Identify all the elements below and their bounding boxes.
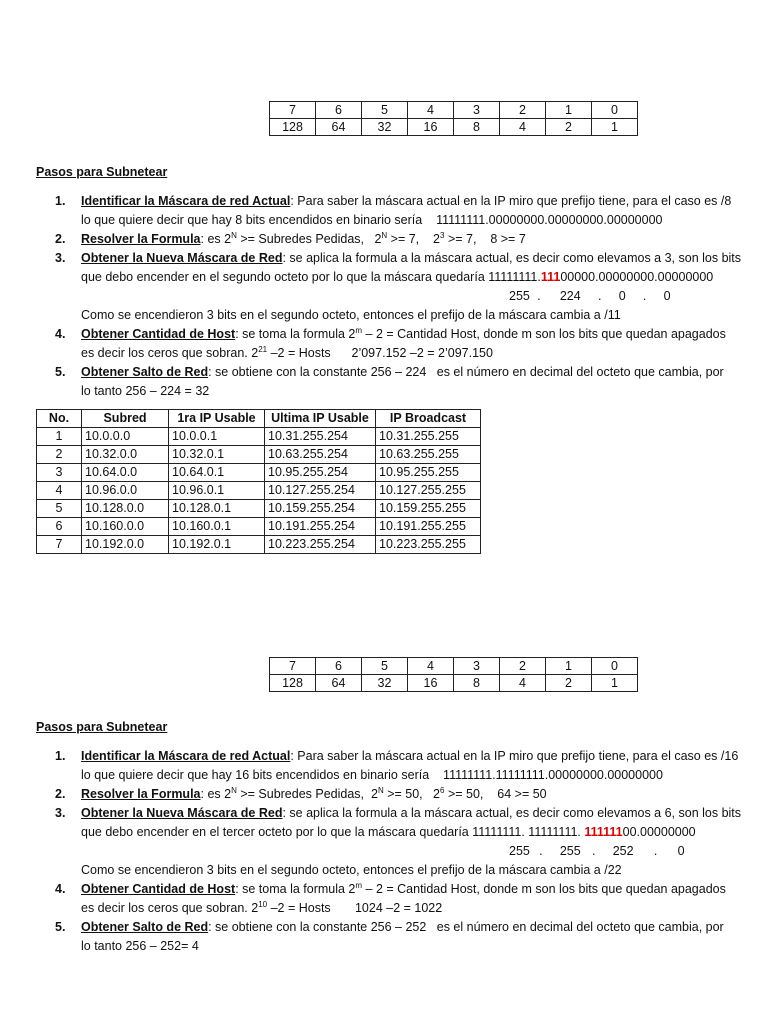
step-text: 00000.00000000.00000000 — [560, 270, 714, 284]
table-cell: 10.159.255.255 — [376, 500, 481, 518]
column-header: Ultima IP Usable — [265, 410, 376, 428]
section-1-steps — [55, 192, 745, 401]
step-5 — [55, 918, 745, 956]
bit-position-cell: 0 — [592, 102, 638, 119]
new-mask-decimal — [81, 842, 745, 861]
bit-value-cell: 1 — [592, 119, 638, 136]
step-number: 1. — [55, 749, 66, 763]
table-row — [37, 536, 481, 554]
highlighted-bits: 111 — [540, 270, 561, 284]
superscript: 3 — [440, 230, 445, 240]
table-cell: 10.63.255.254 — [265, 446, 376, 464]
step-text: lo tanto 256 – 252= 4 — [81, 939, 199, 953]
mask-octet: 255 — [509, 844, 530, 858]
step-5 — [55, 363, 745, 401]
new-mask-decimal — [81, 287, 745, 306]
table-cell: 10.223.255.254 — [265, 536, 376, 554]
mask-dot: . — [591, 844, 596, 858]
table-header-row — [37, 410, 481, 428]
step-text: es decir los ceros que sobran. 2 — [81, 901, 259, 915]
superscript: 10 — [258, 899, 268, 909]
table-cell: 4 — [37, 482, 82, 500]
bit-position-cell: 2 — [500, 102, 546, 119]
bit-value-cell: 32 — [362, 675, 408, 692]
table-cell: 10.95.255.254 — [265, 464, 376, 482]
superscript: N — [231, 230, 237, 240]
step-number: 5. — [55, 365, 66, 379]
table-cell: 10.160.0.1 — [169, 518, 265, 536]
superscript: 21 — [258, 344, 268, 354]
step-number: 5. — [55, 920, 66, 934]
bit-position-cell: 2 — [500, 658, 546, 675]
subnet-table — [36, 409, 481, 554]
bit-position-cell: 4 — [408, 658, 454, 675]
superscript: 6 — [440, 785, 445, 795]
mask-octet: 0 — [663, 289, 671, 303]
table-cell: 10.127.255.254 — [265, 482, 376, 500]
mask-octet: 224 — [559, 289, 581, 303]
section-2-steps — [55, 747, 745, 956]
bits-table-2 — [269, 657, 638, 692]
superscript: N — [377, 785, 384, 795]
bits-values-row — [270, 675, 638, 692]
bit-position-cell: 7 — [270, 102, 316, 119]
step-number: 4. — [55, 882, 66, 896]
bit-position-cell: 3 — [454, 658, 500, 675]
bit-position-cell: 1 — [546, 102, 592, 119]
mask-dot: . — [597, 289, 602, 303]
bit-value-cell: 16 — [408, 119, 454, 136]
table-row — [37, 446, 481, 464]
step-number: 1. — [55, 194, 66, 208]
step-text: lo que quiere decir que hay 16 bits encendidos en binario sería 11111111.11111111.00000000.00000000 — [81, 768, 663, 782]
bit-value-cell: 4 — [500, 675, 546, 692]
step-title: Obtener Cantidad de Host — [81, 882, 236, 896]
table-cell: 10.127.255.255 — [376, 482, 481, 500]
step-title: Obtener Salto de Red — [81, 365, 209, 379]
mask-octet: 255 — [559, 844, 581, 858]
step-text: : Para saber la máscara actual en la IP miro que prefijo tiene, para el caso es /16 — [290, 749, 739, 763]
step-title: Resolver la Formula — [81, 232, 201, 246]
bit-value-cell: 1 — [592, 675, 638, 692]
superscript: m — [355, 880, 363, 890]
step-4 — [55, 880, 745, 918]
step-number: 4. — [55, 327, 66, 341]
step-text: >= 50, 2 — [383, 787, 441, 801]
bit-position-cell: 3 — [454, 102, 500, 119]
step-text: : se obtiene con la constante 256 – 252 es el número en decimal del octeto que cambia, por — [208, 920, 724, 934]
step-4 — [55, 325, 745, 363]
mask-octet: 0 — [618, 289, 626, 303]
step-1 — [55, 192, 745, 230]
mask-octet: 0 — [677, 844, 685, 858]
bit-position-cell: 0 — [592, 658, 638, 675]
step-text: 00.00000000 — [622, 825, 696, 839]
step-text: –2 = Hosts 2’097.152 –2 = 2’097.150 — [267, 346, 493, 360]
bit-value-cell: 16 — [408, 675, 454, 692]
column-header: 1ra IP Usable — [169, 410, 265, 428]
bit-value-cell: 64 — [316, 119, 362, 136]
step-number: 3. — [55, 251, 66, 265]
bit-value-cell: 128 — [270, 119, 316, 136]
table-cell: 10.191.255.255 — [376, 518, 481, 536]
table-row — [37, 464, 481, 482]
table-cell: 10.31.255.254 — [265, 428, 376, 446]
table-cell: 10.192.0.1 — [169, 536, 265, 554]
step-text: >= Subredes Pedidas, 2 — [236, 232, 382, 246]
step-number: 2. — [55, 232, 66, 246]
step-text: que debo encender en el tercer octeto por lo que la máscara quedaría 11111111. 11111111. — [81, 825, 585, 839]
step-3 — [55, 804, 745, 880]
table-cell: 10.95.255.255 — [376, 464, 481, 482]
superscript: m — [355, 325, 363, 335]
step-text: – 2 = Cantidad Host, donde m son los bits que quedan apagados — [362, 327, 726, 341]
table-cell: 7 — [37, 536, 82, 554]
bit-position-cell: 6 — [316, 102, 362, 119]
step-text: : se toma la formula 2 — [235, 327, 356, 341]
table-cell: 10.96.0.0 — [82, 482, 169, 500]
step-2 — [55, 230, 745, 249]
step-text: : se toma la formula 2 — [235, 882, 356, 896]
step-text: : es 2 — [200, 232, 232, 246]
bit-value-cell: 64 — [316, 675, 362, 692]
table-cell: 2 — [37, 446, 82, 464]
bit-value-cell: 8 — [454, 675, 500, 692]
bit-value-cell: 32 — [362, 119, 408, 136]
step-text: lo que quiere decir que hay 8 bits encendidos en binario sería 11111111.00000000.00000000.00000000 — [81, 213, 663, 227]
step-number: 2. — [55, 787, 66, 801]
table-row — [37, 518, 481, 536]
table-cell: 10.128.0.0 — [82, 500, 169, 518]
step-text: : Para saber la máscara actual en la IP miro que prefijo tiene, para el caso es /8 — [290, 194, 732, 208]
step-title: Identificar la Máscara de red Actual — [81, 194, 291, 208]
step-text: : se obtiene con la constante 256 – 224 es el número en decimal del octeto que cambia, por — [208, 365, 724, 379]
superscript: N — [231, 785, 237, 795]
table-cell: 10.96.0.1 — [169, 482, 265, 500]
table-cell: 10.159.255.254 — [265, 500, 376, 518]
table-cell: 10.223.255.255 — [376, 536, 481, 554]
section-1-heading: Pasos para Subnetear — [36, 165, 168, 179]
step-number: 3. — [55, 806, 66, 820]
step-text: –2 = Hosts 1024 –2 = 1022 — [267, 901, 443, 915]
bit-position-cell: 4 — [408, 102, 454, 119]
highlighted-bits: 111111 — [584, 825, 623, 839]
bit-position-cell: 6 — [316, 658, 362, 675]
step-text: >= 7, 2 — [387, 232, 441, 246]
table-cell: 10.64.0.1 — [169, 464, 265, 482]
bit-value-cell: 8 — [454, 119, 500, 136]
step-title: Obtener la Nueva Máscara de Red — [81, 806, 283, 820]
superscript: N — [381, 230, 388, 240]
step-2 — [55, 785, 745, 804]
table-cell: 5 — [37, 500, 82, 518]
column-header: Subred — [82, 410, 169, 428]
step-note: Como se encendieron 3 bits en el segundo octeto, entonces el prefijo de la máscara cambia a /22 — [81, 863, 622, 877]
step-title: Obtener Salto de Red — [81, 920, 209, 934]
table-cell: 10.63.255.255 — [376, 446, 481, 464]
table-row — [37, 482, 481, 500]
step-text: : es 2 — [200, 787, 232, 801]
table-cell: 10.32.0.0 — [82, 446, 169, 464]
mask-dot: . — [642, 289, 647, 303]
column-header: No. — [37, 410, 82, 428]
step-title: Identificar la Máscara de red Actual — [81, 749, 291, 763]
step-text: >= 7, 8 >= 7 — [444, 232, 526, 246]
step-text: – 2 = Cantidad Host, donde m son los bits que quedan apagados — [362, 882, 726, 896]
bits-positions-row — [270, 102, 638, 119]
step-text: lo tanto 256 – 224 = 32 — [81, 384, 210, 398]
bit-value-cell: 128 — [270, 675, 316, 692]
step-text: >= Subredes Pedidas, 2 — [236, 787, 378, 801]
table-cell: 1 — [37, 428, 82, 446]
step-text: es decir los ceros que sobran. 2 — [81, 346, 259, 360]
bit-position-cell: 1 — [546, 658, 592, 675]
mask-dot: . — [539, 844, 543, 858]
column-header: IP Broadcast — [376, 410, 481, 428]
table-cell: 10.160.0.0 — [82, 518, 169, 536]
bit-value-cell: 2 — [546, 119, 592, 136]
mask-dot: . — [537, 289, 541, 303]
section-2-heading: Pasos para Subnetear — [36, 720, 168, 734]
bits-values-row — [270, 119, 638, 136]
step-text: : se aplica la formula a la máscara actual, es decir como elevamos a 3, son los bits — [282, 251, 742, 265]
step-3 — [55, 249, 745, 325]
table-row — [37, 428, 481, 446]
table-cell: 10.192.0.0 — [82, 536, 169, 554]
table-cell: 10.191.255.254 — [265, 518, 376, 536]
bit-position-cell: 5 — [362, 102, 408, 119]
step-title: Obtener Cantidad de Host — [81, 327, 236, 341]
table-cell: 10.31.255.255 — [376, 428, 481, 446]
step-text: : se aplica la formula a la máscara actual, es decir como elevamos a 6, son los bits — [282, 806, 742, 820]
table-row — [37, 500, 481, 518]
step-text: >= 50, 64 >= 50 — [444, 787, 547, 801]
step-title: Resolver la Formula — [81, 787, 201, 801]
bit-position-cell: 7 — [270, 658, 316, 675]
mask-dot: . — [653, 844, 658, 858]
bits-positions-row — [270, 658, 638, 675]
mask-octet: 255 — [509, 289, 530, 303]
bits-table-1 — [269, 101, 638, 136]
step-title: Obtener la Nueva Máscara de Red — [81, 251, 283, 265]
bit-value-cell: 4 — [500, 119, 546, 136]
table-cell: 10.0.0.1 — [169, 428, 265, 446]
table-cell: 10.64.0.0 — [82, 464, 169, 482]
table-cell: 10.128.0.1 — [169, 500, 265, 518]
step-note: Como se encendieron 3 bits en el segundo octeto, entonces el prefijo de la máscara cambia a /11 — [81, 308, 621, 322]
table-cell: 3 — [37, 464, 82, 482]
mask-octet: 252 — [612, 844, 634, 858]
table-cell: 6 — [37, 518, 82, 536]
bit-value-cell: 2 — [546, 675, 592, 692]
table-cell: 10.32.0.1 — [169, 446, 265, 464]
step-1 — [55, 747, 745, 785]
step-text: que debo encender en el segundo octeto por lo que la máscara quedaría 11111111. — [81, 270, 541, 284]
bit-position-cell: 5 — [362, 658, 408, 675]
table-cell: 10.0.0.0 — [82, 428, 169, 446]
